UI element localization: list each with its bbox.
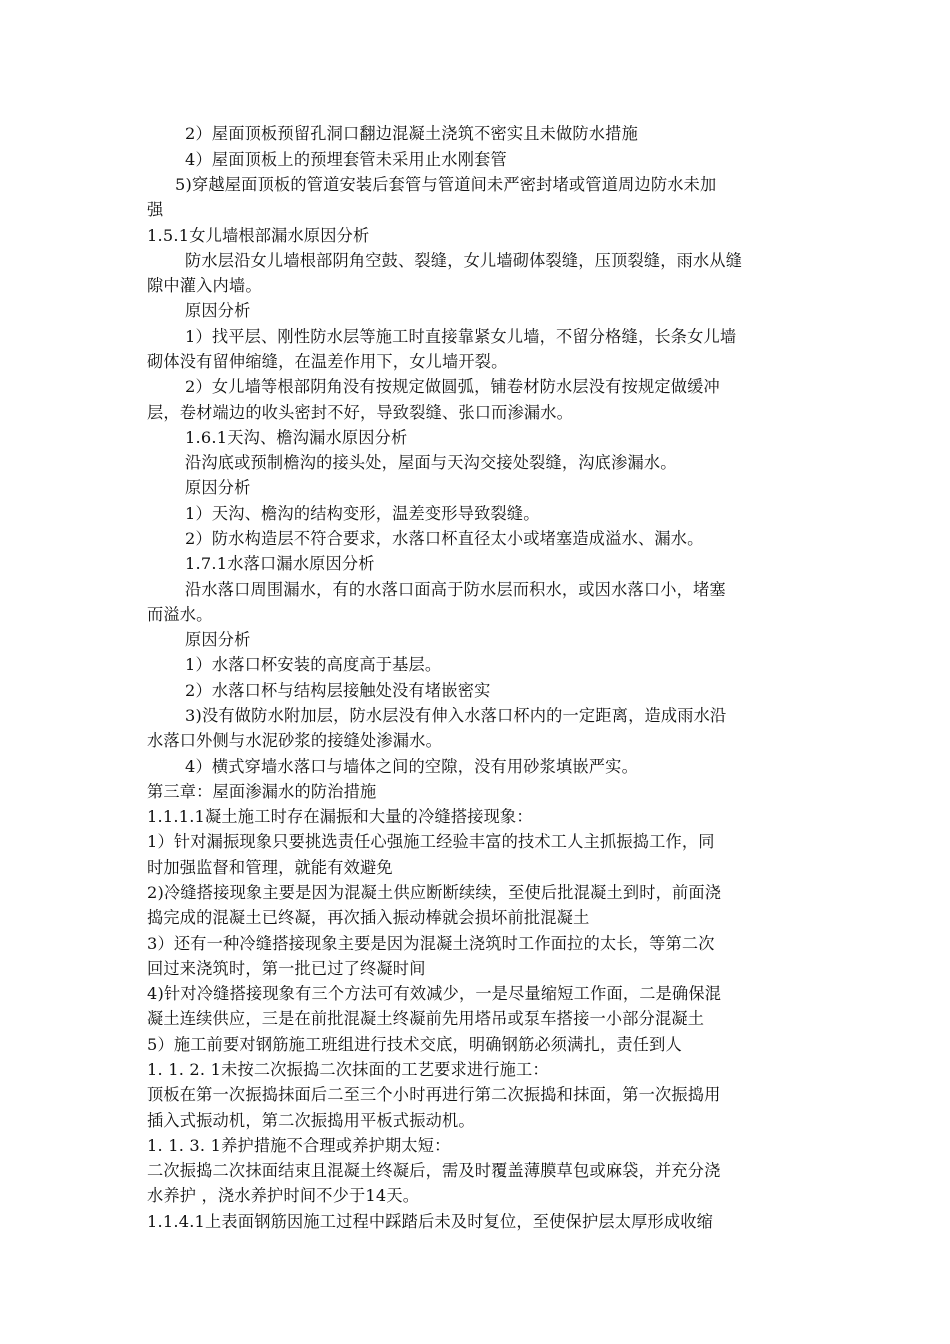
text-line: 3）还有一种冷缝搭接现象主要是因为混凝土浇筑时工作面拉的太长，等第二次	[147, 934, 715, 953]
text-line: 二次振捣二次抹面结束且混凝土终凝后，需及时覆盖薄膜草包或麻袋，并充分浇	[147, 1161, 721, 1180]
text-line: 3)没有做防水附加层，防水层没有伸入水落口杯内的一定距离，造成雨水沿	[185, 706, 727, 725]
text-line: 水养护 ，浇水养护时间不少于14天。	[147, 1186, 420, 1205]
section-heading: 1.1.4.1上表面钢筋因施工过程中踩踏后未及时复位，至使保护层太厚形成收缩	[147, 1212, 714, 1231]
text-line: 5）施工前要对钢筋施工班组进行技术交底，明确钢筋必须满扎，责任到人	[147, 1035, 682, 1054]
text-line: 5)穿越屋面顶板的管道安装后套管与管道间未严密封堵或管道周边防水未加	[175, 175, 717, 194]
text-line: 2）女儿墙等根部阴角没有按规定做圆弧，铺卷材防水层没有按规定做缓冲	[185, 377, 720, 396]
text-line: 1）天沟、檐沟的结构变形，温差变形导致裂缝。	[185, 504, 540, 523]
text-line: 水落口外侧与水泥砂浆的接缝处渗漏水。	[147, 731, 442, 750]
text-line: 而溢水。	[147, 605, 213, 624]
section-heading: 1.1.1.1凝土施工时存在漏振和大量的冷缝搭接现象：	[147, 807, 533, 826]
text-line: 4)针对冷缝搭接现象有三个方法可有效减少，一是尽量缩短工作面，二是确保混	[147, 984, 722, 1003]
text-line: 1）找平层、刚性防水层等施工时直接靠紧女儿墙，不留分格缝，长条女儿墙	[185, 327, 737, 346]
text-line: 层，卷材端边的收头密封不好，导致裂缝、张口而渗漏水。	[147, 403, 574, 422]
text-line: 沿水落口周围漏水，有的水落口面高于防水层而积水，或因水落口小，堵塞	[185, 580, 726, 599]
text-line: 2）防水构造层不符合要求，水落口杯直径太小或堵塞造成溢水、漏水。	[185, 529, 704, 548]
text-line: 沿沟底或预制檐沟的接头处，屋面与天沟交接处裂缝，沟底渗漏水。	[185, 453, 677, 472]
section-heading: 1.7.1水落口漏水原因分析	[185, 554, 375, 573]
text-line: 顶板在第一次振捣抹面后二至三个小时再进行第二次振捣和抹面，第一次振捣用	[147, 1085, 721, 1104]
text-line: 防水层沿女儿墙根部阴角空鼓、裂缝，女儿墙砌体裂缝，压顶裂缝，雨水从缝	[185, 251, 743, 270]
text-line: 原因分析	[185, 630, 251, 649]
text-line: 时加强监督和管理，就能有效避免	[147, 858, 393, 877]
text-line: 2)冷缝搭接现象主要是因为混凝土供应断断续续，至使后批混凝土到时，前面浇	[147, 883, 722, 902]
text-line: 隙中灌入内墙。	[147, 276, 262, 295]
text-line: 回过来浇筑时，第一批已过了终凝时间	[147, 959, 426, 978]
text-line: 1）水落口杯安装的高度高于基层。	[185, 655, 442, 674]
chapter-heading: 第三章：屋面渗漏水的防治措施	[147, 782, 377, 801]
text-line: 2）屋面顶板预留孔洞口翻边混凝土浇筑不密实且未做防水措施	[185, 124, 638, 143]
text-line: 强	[147, 200, 164, 219]
text-line: 捣完成的混凝土已终凝，再次插入振动棒就会损坏前批混凝土	[147, 908, 590, 927]
text-line: 插入式振动机，第二次振捣用平板式振动机。	[147, 1111, 475, 1130]
text-line: 砌体没有留伸缩缝，在温差作用下，女儿墙开裂。	[147, 352, 508, 371]
section-heading: 1.5.1女儿墙根部漏水原因分析	[147, 226, 370, 245]
text-line: 原因分析	[185, 301, 251, 320]
text-line: 原因分析	[185, 478, 251, 497]
text-line: 2）水落口杯与结构层接触处没有堵嵌密实	[185, 681, 491, 700]
text-line: 4）屋面顶板上的预埋套管未采用止水刚套管	[185, 150, 507, 169]
section-heading: 1. 1. 2. 1未按二次振捣二次抹面的工艺要求进行施工：	[147, 1060, 549, 1079]
text-line: 1）针对漏振现象只要挑选责任心强施工经验丰富的技术工人主抓振捣工作，同	[147, 832, 715, 851]
section-heading: 1. 1. 3. 1养护措施不合理或养护期太短：	[147, 1136, 451, 1155]
section-heading: 1.6.1天沟、檐沟漏水原因分析	[185, 428, 408, 447]
text-line: 凝土连续供应，三是在前批混凝土终凝前先用塔吊或泵车搭接一小部分混凝土	[147, 1009, 705, 1028]
text-line: 4）横式穿墙水落口与墙体之间的空隙，没有用砂浆填嵌严实。	[185, 757, 638, 776]
